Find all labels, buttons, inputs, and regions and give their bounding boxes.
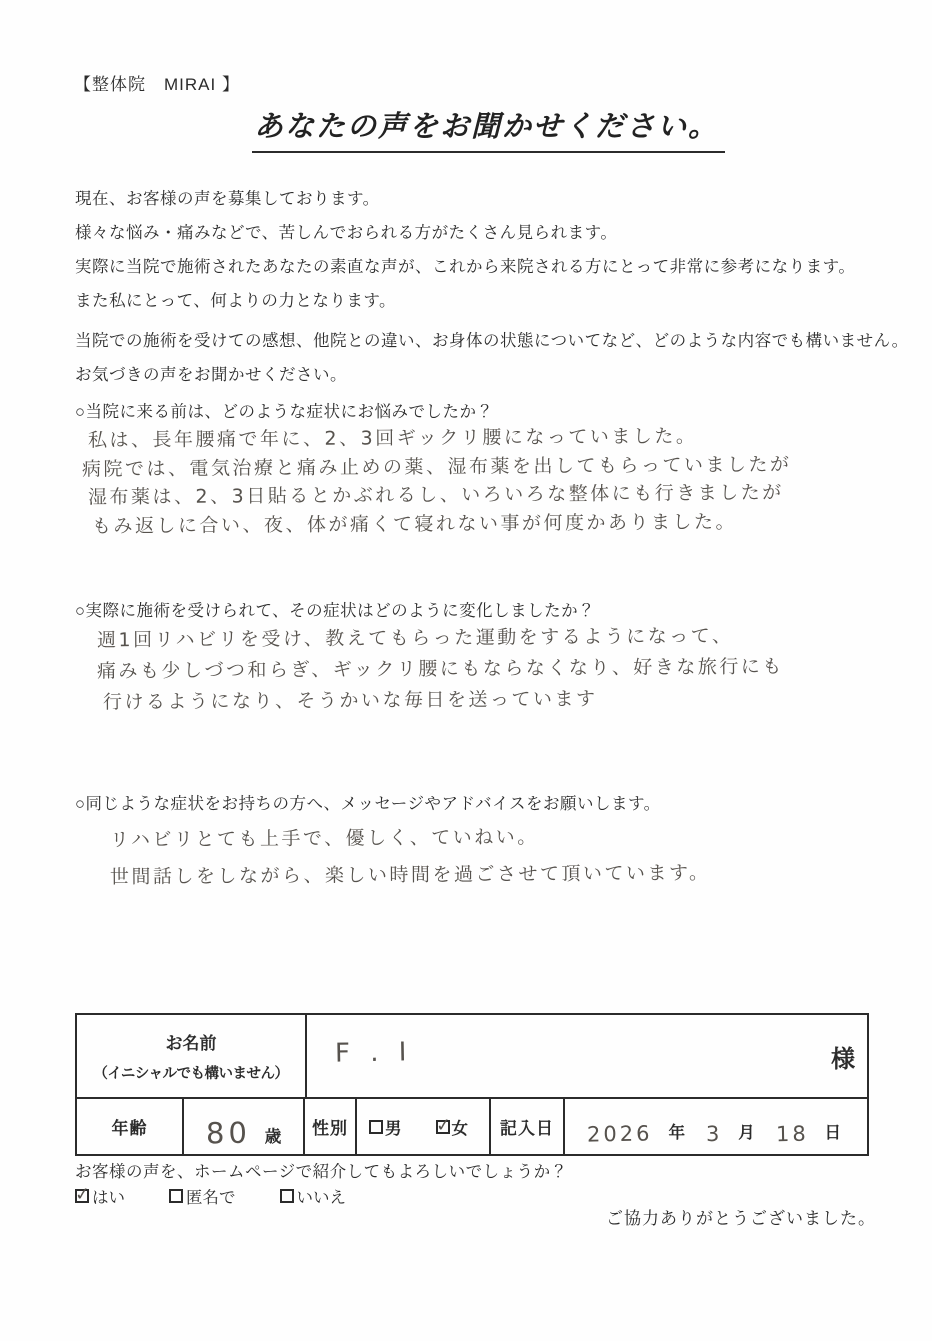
female-label: 女 [451, 1119, 468, 1138]
intro-line: 様々な悩み・痛みなどで、苦しんでおられる方がたくさん見られます。 [75, 224, 618, 242]
no-label: いいえ [296, 1189, 346, 1207]
answer-line: 世間話しをしながら、楽しい時間を過ごさせて頂いています。 [109, 861, 711, 889]
date-value-cell [563, 1099, 867, 1154]
name-handwritten-value: F . I [334, 1037, 413, 1069]
date-year-handwritten: 2026 [586, 1121, 653, 1147]
date-day-group [776, 1119, 841, 1146]
question-1-handwritten-answer [81, 424, 792, 538]
age-unit: 歳 [264, 1128, 282, 1146]
intro-line: 現在、お客様の声を募集しております。 [75, 190, 380, 208]
age-value-cell [182, 1099, 303, 1154]
date-year-unit: 年 [668, 1124, 685, 1142]
date-label: 記入日 [489, 1099, 563, 1154]
consent-option-yes [75, 1184, 125, 1208]
clinic-name: 【整体院 MIRAI 】 [74, 75, 240, 94]
intro-line: 実際に当院で施術されたあなたの素直な声が、これから来院される方にとって非常に参考になります。 [75, 258, 856, 276]
intro2-line: お気づきの声をお聞かせください。 [75, 366, 347, 384]
name-label-cell [77, 1015, 305, 1097]
date-day-unit: 日 [824, 1124, 841, 1142]
respondent-info-table [75, 1013, 869, 1156]
answer-line: リハビリとても上手で、優しく、ていねい。 [109, 826, 539, 852]
question-2-handwritten-answer [97, 623, 784, 716]
gender-label: 性別 [303, 1099, 355, 1154]
yes-checkbox [75, 1189, 89, 1203]
anonymous-label: 匿名で [186, 1189, 236, 1207]
thanks-message: ご協力ありがとうございました。 [606, 1209, 876, 1228]
date-year-group [587, 1119, 685, 1146]
male-checkbox [369, 1120, 383, 1134]
name-value-cell [305, 1015, 867, 1097]
intro2-line: 当院での施術を受けての感想、他院との違い、お身体の状態についてなど、どのような内容でも構いません。 [75, 332, 909, 350]
answer-line: 病院では、電気治療と痛み止めの薬、湿布薬を出してもらっていましたが [81, 453, 792, 480]
form-title: あなたの声をお聞かせください。 [252, 104, 725, 153]
female-checkbox [436, 1120, 450, 1134]
date-month-handwritten: 3 [705, 1121, 723, 1147]
answer-line: 週1回リハビリを受け、教えてもらった運動をするようになって、 [96, 624, 734, 652]
answer-line: 痛みも少しづつ和らぎ、ギックリ腰にもならなくなり、好きな旅行にも [96, 655, 784, 683]
table-row-details [77, 1099, 867, 1154]
date-day-handwritten: 18 [775, 1121, 809, 1147]
name-label: お名前 [165, 1034, 217, 1053]
answer-line: 私は、長年腰痛で年に、2、3回ギックリ腰になっていました。 [87, 425, 698, 452]
age-handwritten-value: 80 [205, 1115, 251, 1151]
male-label: 男 [385, 1119, 402, 1138]
consent-option-anonymous [169, 1184, 236, 1208]
question-3-label: ○同じような症状をお持ちの方へ、メッセージやアドバイスをお願いします。 [75, 795, 661, 813]
consent-question: お客様の声を、ホームページで紹介してもよろしいでしょうか？ [75, 1163, 568, 1181]
answer-line: 湿布薬は、2、3日貼るとかぶれるし、いろいろな整体にも行きましたが [87, 481, 784, 509]
date-month-group [706, 1119, 755, 1146]
anonymous-checkbox [169, 1189, 183, 1203]
consent-options [75, 1184, 346, 1208]
consent-option-no [280, 1184, 347, 1208]
answer-line: もみ返しに合い、夜、体が痛くて寝れない事が何度かありました。 [91, 510, 738, 537]
intro-line: また私にとって、何よりの力となります。 [75, 292, 397, 310]
gender-male-option [369, 1115, 402, 1139]
intro-paragraph [75, 182, 855, 318]
answer-line: 行けるようになり、そうかいな毎日を送っています [102, 687, 598, 714]
gender-female-option [436, 1115, 469, 1139]
gender-value-cell [355, 1099, 489, 1154]
no-checkbox [280, 1189, 294, 1203]
question-2-label: ○実際に施術を受けられて、その症状はどのように変化しましたか？ [75, 602, 596, 620]
question-3-handwritten-answer [110, 820, 710, 894]
yes-label: はい [92, 1189, 125, 1207]
table-row-name [77, 1015, 867, 1099]
intro-paragraph-2 [75, 324, 909, 392]
name-honorific: 様 [831, 1045, 855, 1073]
age-label: 年齢 [111, 1119, 148, 1138]
question-1-label: ○当院に来る前は、どのような症状にお悩みでしたか？ [75, 403, 494, 421]
date-month-unit: 月 [738, 1124, 755, 1142]
name-sublabel: （イニシャルでも構いません） [93, 1066, 289, 1082]
